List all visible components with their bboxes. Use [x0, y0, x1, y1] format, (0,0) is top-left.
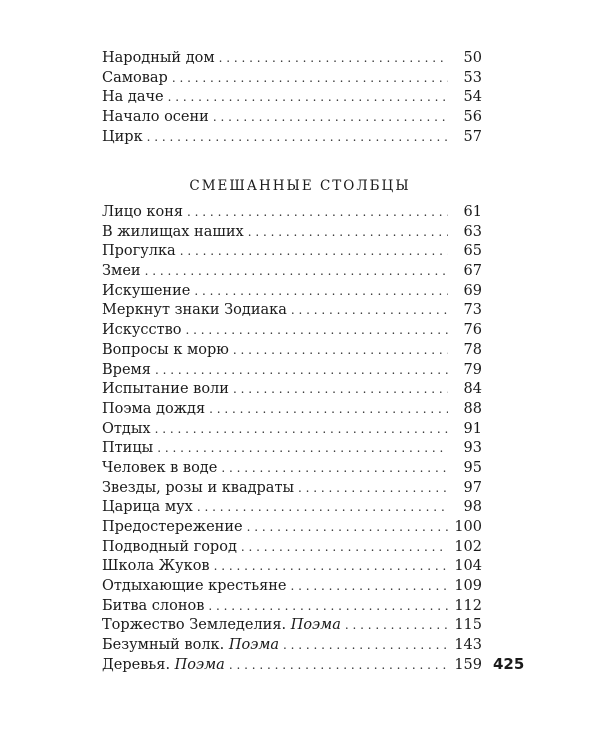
toc-entry — [102, 341, 482, 361]
toc-entry-title: Школа Жуков — [102, 558, 210, 575]
toc-entry-title: Испытание воли — [102, 381, 229, 398]
toc-leader-dots — [145, 262, 448, 282]
toc-leader-dots — [219, 49, 448, 69]
toc-entry — [102, 361, 482, 381]
toc-entry — [102, 380, 482, 400]
toc-entry — [102, 597, 482, 617]
toc-entry-title: Птицы — [102, 440, 154, 457]
toc-entry-page: 115 — [454, 617, 482, 634]
toc-leader-dots — [208, 597, 448, 617]
toc-entry — [102, 282, 482, 302]
toc-entry-page: 91 — [463, 420, 482, 437]
toc-entry-title: Искушение — [102, 282, 191, 299]
toc-leader-dots — [172, 69, 448, 89]
toc-entry-page: 50 — [463, 50, 482, 66]
toc-entry — [102, 577, 482, 597]
toc-entry-page: 65 — [463, 243, 482, 260]
toc-entry-title: Отдых — [102, 420, 151, 437]
toc-leader-dots — [233, 341, 448, 361]
toc-entry-genre: Поэма — [174, 656, 225, 673]
toc-entry-genre: Поэма — [290, 617, 341, 634]
toc-entry-title: Начало осени — [102, 109, 209, 126]
toc-entry — [102, 557, 482, 577]
toc-leader-dots — [229, 656, 448, 676]
toc-entry-page: 63 — [463, 223, 482, 240]
toc-entry — [102, 203, 482, 223]
toc-leader-dots — [157, 439, 448, 459]
toc-entry-page: 104 — [454, 558, 482, 575]
toc-leader-dots — [155, 420, 448, 440]
toc-entry-page: 97 — [463, 479, 482, 496]
toc-entry — [102, 538, 482, 558]
toc-leader-dots — [247, 518, 448, 538]
toc-entry-page: 95 — [463, 459, 482, 476]
toc-entry — [102, 262, 482, 282]
toc-entry-title: Безумный волк. Поэма — [102, 637, 279, 654]
toc-leader-dots — [168, 88, 448, 108]
toc-entry-title: В жилищах наших — [102, 223, 244, 240]
toc-entry-title: Змеи — [102, 263, 141, 280]
toc-entry-page: 79 — [463, 361, 482, 378]
toc-entry — [102, 656, 482, 676]
toc-entry — [102, 108, 482, 128]
toc-leader-dots — [213, 108, 448, 128]
toc-entry — [102, 498, 482, 518]
toc-entry-page: 76 — [463, 322, 482, 339]
toc-entry — [102, 223, 482, 243]
toc-entry-page: 57 — [463, 128, 482, 145]
toc-leader-dots — [180, 242, 448, 262]
toc-leader-dots — [291, 301, 448, 321]
toc-entry — [102, 88, 482, 108]
toc-list-top — [102, 49, 482, 147]
toc-leader-dots — [187, 203, 448, 223]
toc-entry-title: Лицо коня — [102, 204, 184, 220]
toc-entry — [102, 69, 482, 89]
toc-leader-dots — [291, 577, 448, 597]
toc-entry-page: 69 — [463, 282, 482, 299]
toc-list-section — [102, 203, 482, 676]
toc-entry-title: Поэма дождя — [102, 400, 206, 417]
toc-entry — [102, 518, 482, 538]
toc-entry-page: 109 — [454, 578, 482, 595]
toc-leader-dots — [194, 282, 448, 302]
toc-entry-title: Битва слонов — [102, 597, 205, 614]
toc-leader-dots — [345, 616, 448, 636]
toc-entry-title: Народный дом — [102, 50, 215, 66]
toc-entry-title: Вопросы к морю — [102, 341, 229, 358]
toc-entry-title: Прогулка — [102, 243, 176, 260]
toc-entry-page: 98 — [463, 499, 482, 516]
toc-leader-dots — [197, 498, 448, 518]
toc-entry — [102, 400, 482, 420]
toc-entry-page: 143 — [454, 637, 482, 654]
toc-entry — [102, 479, 482, 499]
toc-leader-dots — [233, 380, 448, 400]
toc-entry-page: 88 — [463, 400, 482, 417]
section-heading: СМЕШАННЫЕ СТОЛБЦЫ — [189, 178, 411, 194]
toc-entry-title: Подводный город — [102, 538, 237, 555]
toc-entry-page: 112 — [454, 597, 482, 614]
toc-entry-title: На даче — [102, 89, 164, 106]
toc-entry — [102, 321, 482, 341]
toc-entry-page: 78 — [463, 341, 482, 358]
toc-entry-title: Деревья. Поэма — [102, 656, 225, 673]
toc-entry-title: Торжество Земледелия. Поэма — [102, 617, 341, 634]
toc-entry-title: Звезды, розы и квадраты — [102, 479, 295, 496]
toc-leader-dots — [209, 400, 448, 420]
toc-entry-page: 73 — [463, 302, 482, 319]
toc-entry-title: Самовар — [102, 69, 168, 86]
toc-entry-title: Цирк — [102, 128, 143, 145]
toc-entry-page: 67 — [463, 263, 482, 280]
toc-entry-title: Искусство — [102, 322, 182, 339]
page-number: 425 — [493, 655, 525, 673]
toc-leader-dots — [147, 128, 448, 148]
toc-entry-page: 53 — [463, 69, 482, 86]
toc-leader-dots — [221, 459, 448, 479]
toc-entry — [102, 420, 482, 440]
toc-entry-page: 100 — [454, 519, 482, 535]
toc-entry-page: 54 — [463, 89, 482, 106]
toc-entry — [102, 128, 482, 148]
toc-entry-title: Отдыхающие крестьяне — [102, 578, 287, 595]
toc-leader-dots — [298, 479, 448, 499]
toc-entry-title: Человек в воде — [102, 459, 218, 476]
toc-entry-title: Время — [102, 361, 151, 378]
toc-leader-dots — [155, 361, 448, 381]
toc-entry — [102, 616, 482, 636]
toc-entry-page: 56 — [463, 109, 482, 126]
toc-entry — [102, 459, 482, 479]
toc-leader-dots — [283, 636, 448, 656]
toc-entry-page: 93 — [463, 440, 482, 457]
toc-entry — [102, 439, 482, 459]
toc-entry-genre: Поэма — [228, 637, 279, 654]
toc-entry — [102, 301, 482, 321]
toc-entry-page: 159 — [454, 656, 482, 673]
toc-leader-dots — [214, 557, 448, 577]
toc-entry-title: Предостережение — [102, 519, 243, 535]
toc-entry-page: 84 — [463, 381, 482, 398]
toc-leader-dots — [248, 223, 448, 243]
toc-leader-dots — [186, 321, 448, 341]
toc-entry — [102, 636, 482, 656]
toc-leader-dots — [241, 538, 448, 558]
toc-entry-title: Царица мух — [102, 499, 193, 516]
toc-entry-page: 102 — [454, 538, 482, 555]
toc-entry-page: 61 — [463, 204, 482, 220]
toc-entry — [102, 242, 482, 262]
toc-entry-title: Меркнут знаки Зодиака — [102, 302, 287, 319]
toc-entry — [102, 49, 482, 69]
